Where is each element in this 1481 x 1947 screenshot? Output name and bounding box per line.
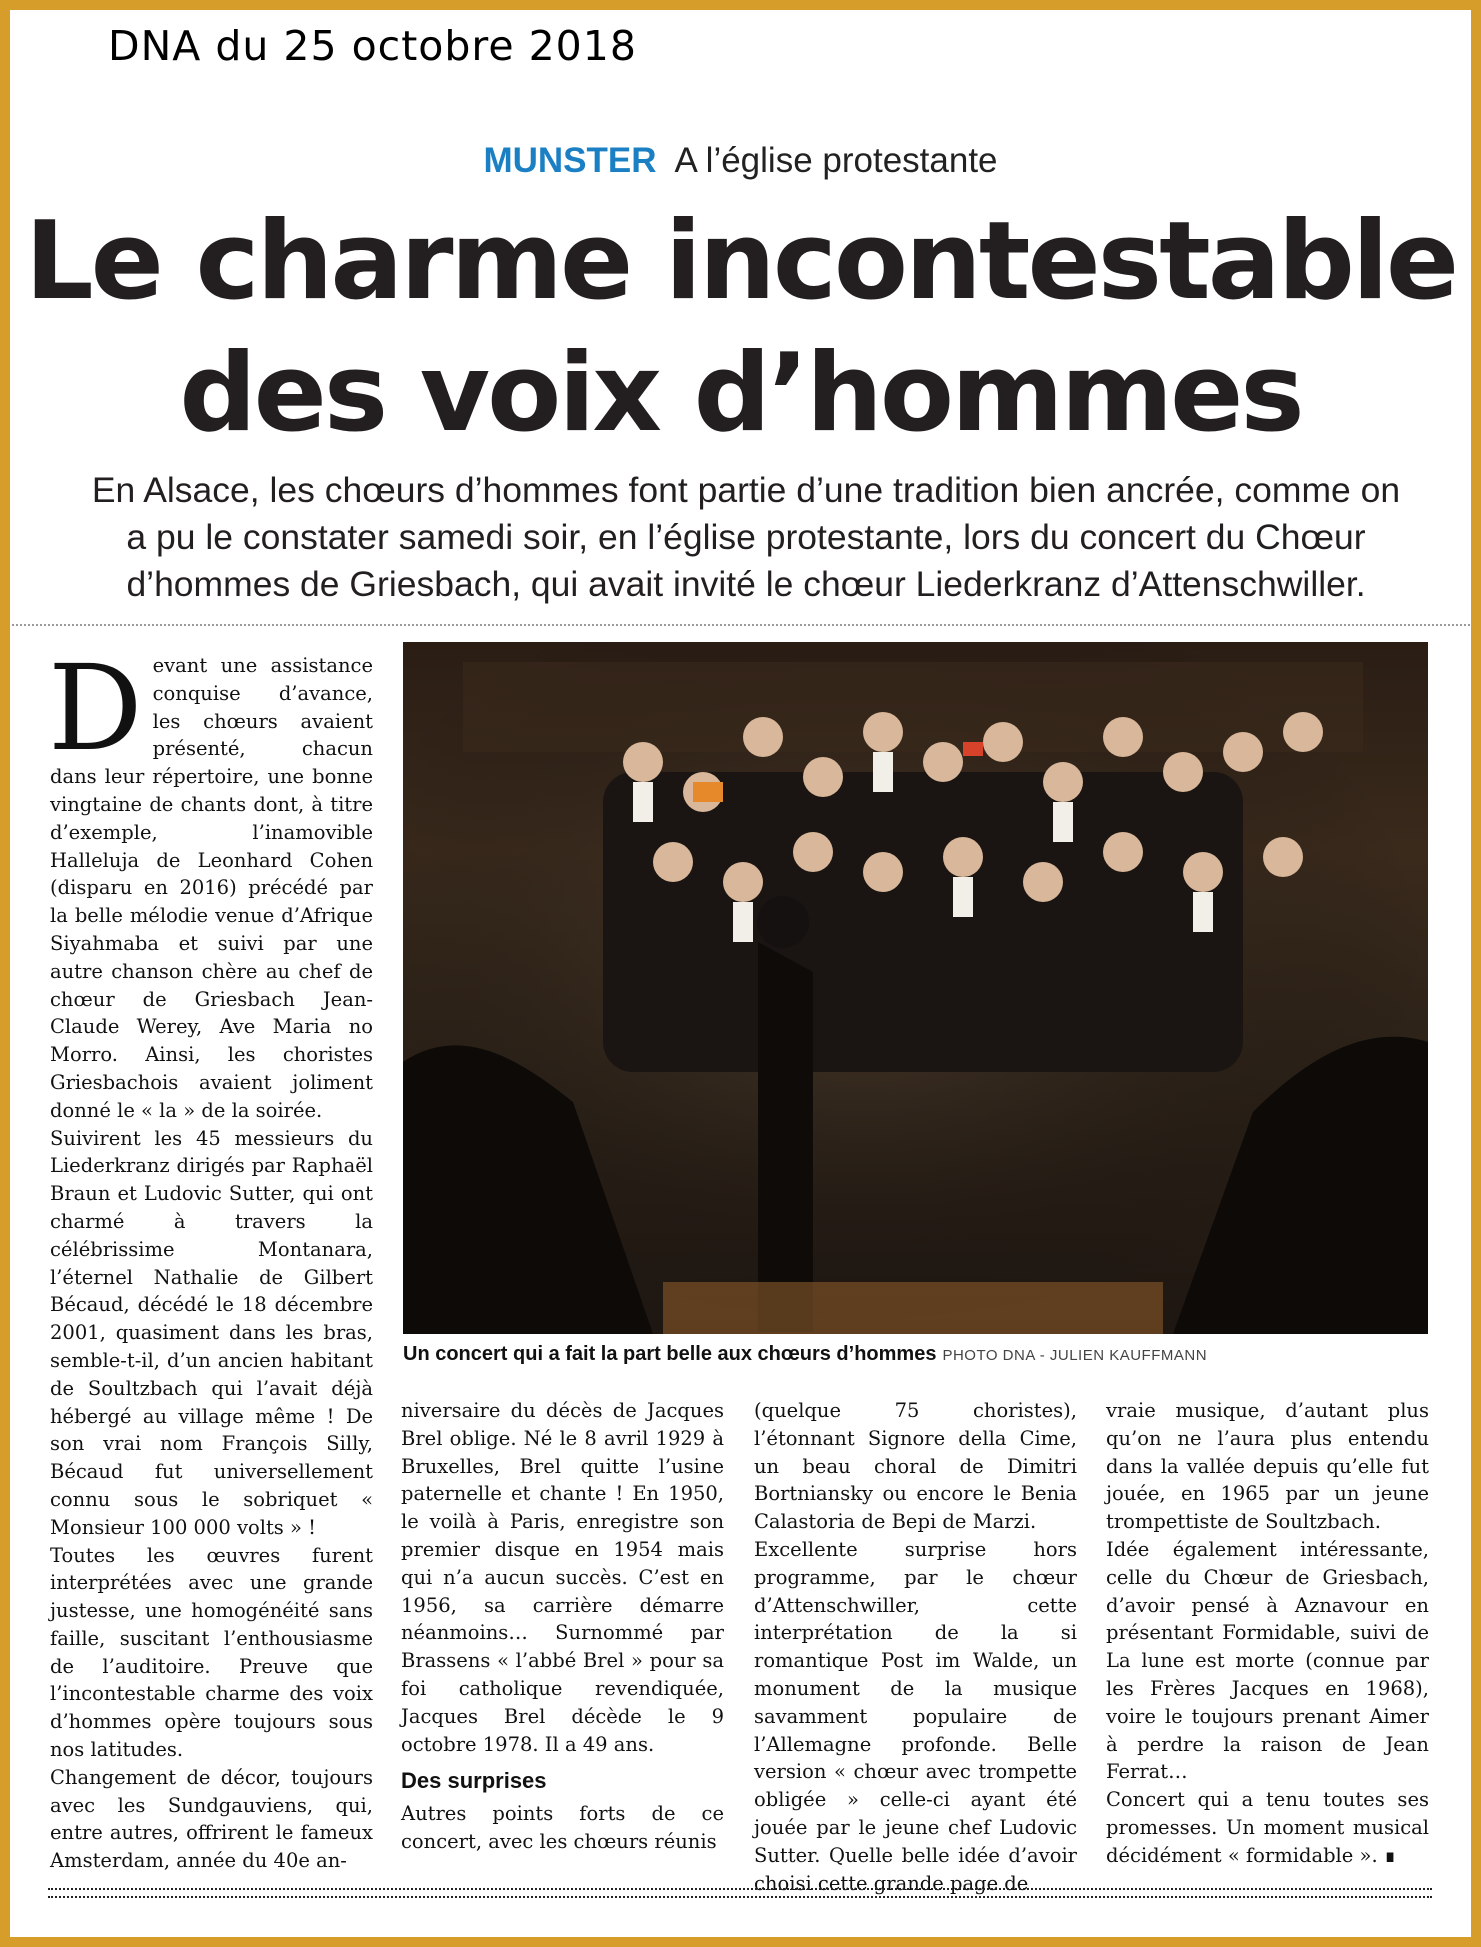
- lead-line-1: En Alsace, les chœurs d’hommes font partie d’une tradition bien ancrée, comme on: [91, 470, 1401, 510]
- drop-cap: D: [48, 639, 143, 777]
- paragraph: niversaire du décès de Jacques Brel oblige. Né le 8 avril 1929 à Bruxelles, Brel quitte l’usine paternelle et chante ! En 1950, le voilà à Paris, enregistre son premier disque en 1954 mais qui n’a aucun succès. C’est en 1956, sa carrière démarre néanmoins… Surnommé par Brassens « l’abbé Brel » pour sa foi catholique revendiquée, Jacques Brel décède le 9 octobre 1978. Il a 49 ans.: [401, 1399, 724, 1756]
- photo-caption: [403, 1343, 1433, 1366]
- location-label: MUNSTER: [483, 141, 657, 180]
- kicker-text: A l’église protestante: [674, 141, 998, 180]
- paragraph: evant une assistance conquise d’avance, les chœurs avaient présenté, chacun dans leur répertoire, une bonne vingtaine de chants dont, à titre d’exemple, l’inamovible Halleluja de Leonhard Cohen (disparu en 2016) précédé par la belle mélodie venue d’Afrique Siyahmaba et suivi par une autre chanson chère au chef de chœur de Griesbach Jean-Claude Werey, Ave Maria no Morro. Ainsi, les choristes Griesbachois avaient joliment donné le « la » de la soirée.: [50, 654, 373, 1122]
- paragraph: Suivirent les 45 messieurs du Liederkranz dirigés par Raphaël Braun et Ludovic Sutter, qui ont charmé à travers la célébrissime Montanara, l’éternel Nathalie de Gilbert Bécaud, décédé le 18 décembre 2001, quasiment dans les bras, semble-t-il, d’un ancien habitant de Soultzbach qui l’avait déjà hébergé au village même ! De son vrai nom François Silly, Bécaud fut universellement connu sous le sobriquet « Monsieur 100 000 volts » !: [50, 1126, 373, 1539]
- paragraph: Concert qui a tenu toutes ses promesses. Un moment musical décidément « formidable ». ∎: [1106, 1788, 1429, 1867]
- subheading: Des surprises: [401, 1768, 547, 1794]
- article-column-1: [48, 639, 373, 1875]
- paragraph: Changement de décor, toujours avec les Sundgauviens, qui, entre autres, offrirent le fameux Amsterdam, année du 40e an-: [50, 1765, 373, 1873]
- paragraph: Autres points forts de ce concert, avec les chœurs réunis: [401, 1802, 724, 1854]
- article-kicker: [0, 141, 1481, 181]
- article-column-4: [1106, 1397, 1429, 1870]
- paragraph: Excellente surprise hors programme, par le chœur d’Attenschwiller, cette interprétation de la si romantique Post im Walde, un monument de la musique savamment populaire de l’Allemagne profonde. Belle version « chœur avec trompette obligée » celle-ci ayant été jouée par le jeune chef Ludovic Sutter. Quelle belle idée d’avoir choisi cette grande page de: [754, 1537, 1077, 1895]
- article-lead: [16, 467, 1476, 608]
- headline: [0, 196, 1481, 460]
- dotted-separator: [12, 624, 1470, 626]
- paragraph: Toutes les œuvres furent interprétées avec une grande justesse, une homogénéité sans faille, suscitant l’enthousiasme de l’auditoire. Preuve que l’incontestable charme des voix d’hommes opère toujours sous nos latitudes.: [50, 1543, 373, 1762]
- paragraph: vraie musique, d’autant plus qu’on ne l’aura plus entendu dans la vallée depuis qu’elle fut jouée, en 1965 par un jeune trompettiste de Soultzbach.: [1106, 1399, 1429, 1534]
- article-column-2: [401, 1397, 724, 1856]
- lead-line-3: d’hommes de Griesbach, qui avait invité le chœur Liederkranz d’Attenschwiller.: [126, 564, 1366, 604]
- paragraph: Idée également intéressante, celle du Chœur de Griesbach, d’avoir pensé à Aznavour en présentant Formidable, suivi de La lune est morte (connue par les Frères Jacques en 1968), voire le toujours prenant Aimer à perdre la raison de Jean Ferrat…: [1106, 1537, 1429, 1784]
- photo-credit: PHOTO DNA - JULIEN KAUFFMANN: [942, 1347, 1208, 1364]
- headline-line-2: des voix d’hommes: [179, 331, 1302, 456]
- photo-illustration: [403, 642, 1428, 1334]
- headline-line-1: Le charme incontestable: [24, 199, 1457, 324]
- lead-line-2: a pu le constater samedi soir, en l’église protestante, lors du concert du Chœur: [126, 517, 1366, 557]
- bottom-dotted-rule: [48, 1888, 1432, 1898]
- source-date-label: DNA du 25 octobre 2018: [108, 22, 637, 70]
- choir-concert-photo: [403, 642, 1428, 1334]
- caption-text: Un concert qui a fait la part belle aux chœurs d’hommes: [403, 1343, 937, 1365]
- paragraph: (quelque 75 choristes), l’étonnant Signore della Cime, un beau choral de Dimitri Bortniansky ou encore le Benia Calastoria de Bepi de Marzi.: [754, 1399, 1077, 1534]
- article-column-3: [754, 1397, 1077, 1897]
